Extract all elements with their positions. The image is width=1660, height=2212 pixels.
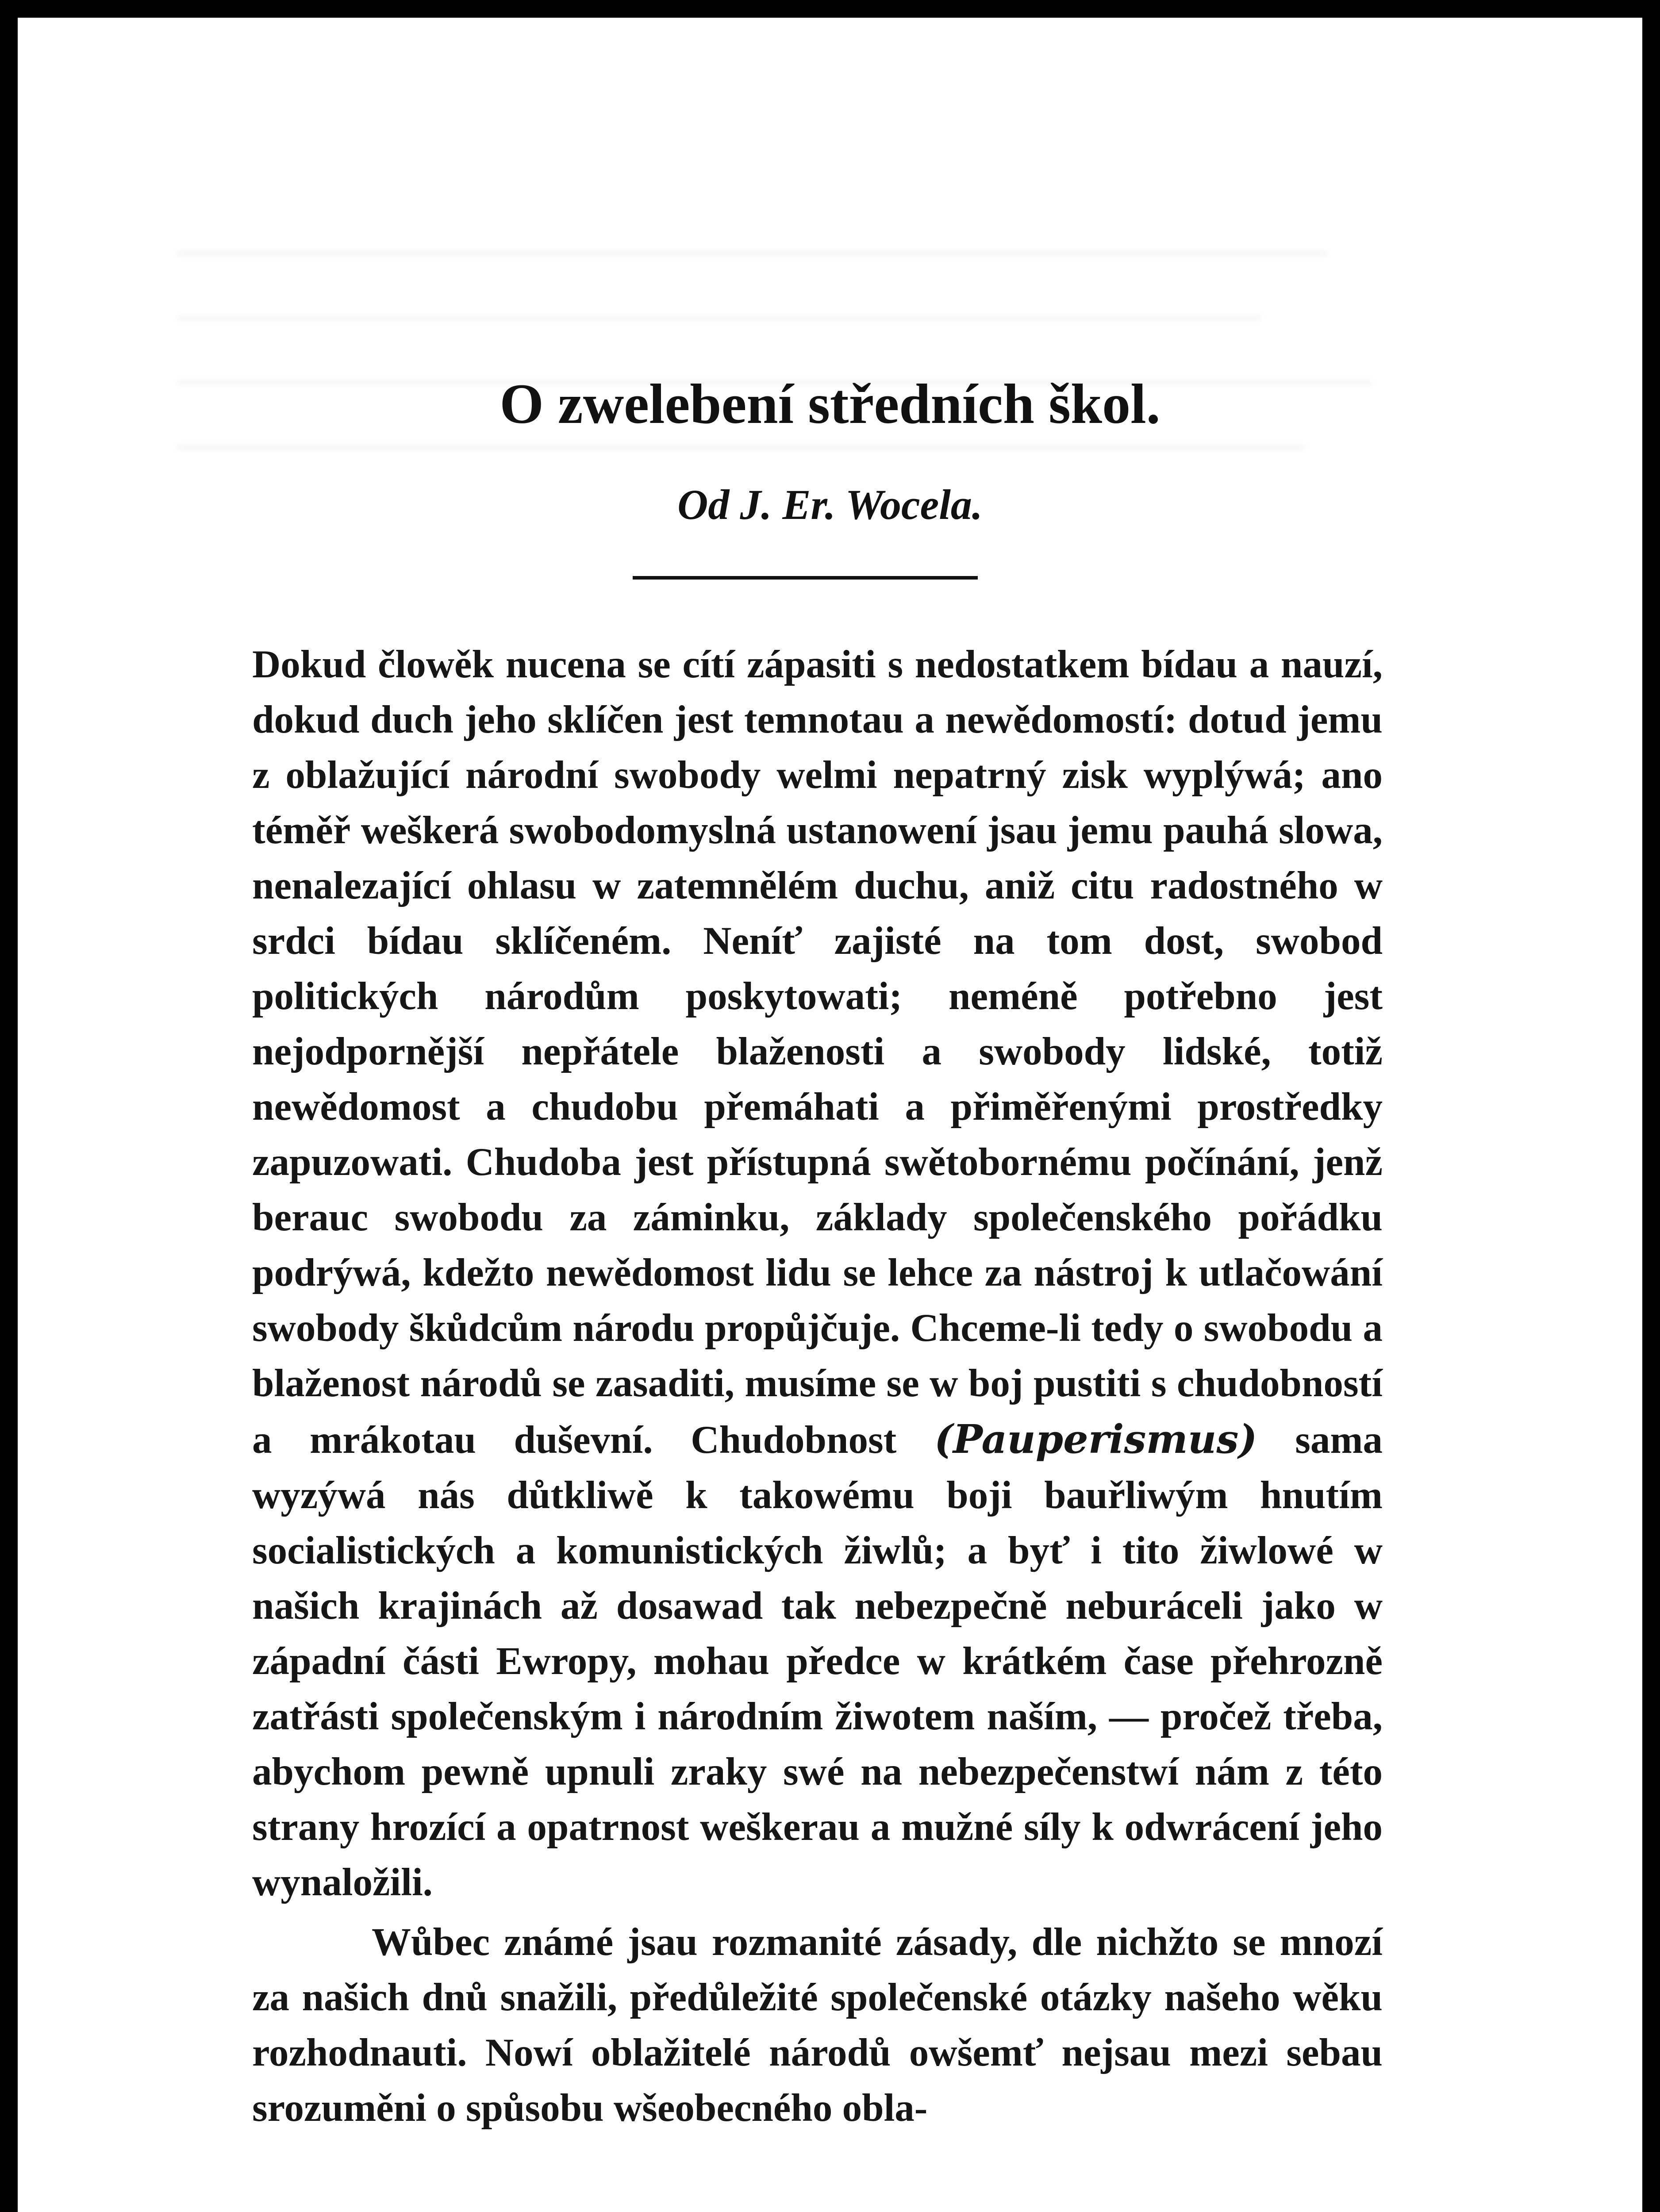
scanned-page	[18, 18, 1642, 2212]
paragraph-1-text-continued: sama wyzýwá nás důtkliwě k takowému boji bauřliwým hnutím socialistických a komunistických žiwlů; a byť i tito žiwlowé w našich krajinách až dosawad tak nebezpečně neburáceli jako w západní části Ewropy, mohau předce w krátkém čase přehrozně zatřásti společenským i národním žiwotem naším, — pročež třeba, abychom pewně upnuli zraky swé na nebezpečenstwí nám z této strany hrozící a opatrnost weškerau a mužné síly k odwrácení jeho wynaložili.	[252, 1418, 1383, 1904]
title-divider-rule	[633, 576, 978, 580]
article-author: Od J. Er. Wocela.	[677, 481, 983, 528]
article-body	[252, 637, 1383, 2140]
article-title: O zwelebení středních škol.	[500, 373, 1160, 435]
paragraph-1	[252, 637, 1383, 1910]
paragraph-1-text: Dokud člowěk nucena se cítí zápasiti s nedostatkem bídau a nauzí, dokud duch jeho sklíčen jest temnotau a newědomostí: dotud jemu z oblažující národní swobody welmi nepatrný zisk wyplýwá; ano téměř weškerá swobodomyslná ustanowení jsau jemu pauhá slowa, nenalezající ohlasu w zatemnělém duchu, aniž citu radostného w srdci bídau sklíčeném. Neníť zajisté na tom dost, swobod politických národům poskytowati; neméně potřebno jest nejodpornější nepřátele blaženosti a swobody lidské, totiž newědomost a chudobu přemáhati a přiměřenými prostředky zapuzowati. Chudoba jest přístupná swětobornému počínání, jenž berauc swobodu za záminku, základy společenského pořádku podrýwá, kdežto newědomost lidu se lehce za nástroj k utlačowání swobody škůdcům národu propůjčuje. Chceme-li tedy o swobodu a blaženost národů se zasaditi, musíme se w boj pustiti s chudobností a mrákotau duševní. Chudobnost	[252, 643, 1383, 1462]
paragraph-2: Wůbec známé jsau rozmanité zásady, dle nichžto se mnozí za našich dnů snažili, předůležité společenské otázky našeho wěku rozhodnauti. Nowí oblažitelé národů owšemť nejsau mezi sebau srozuměni o spůsobu wšeobecného obla-	[252, 1920, 1383, 2130]
paragraph-1-fraktur-term: (Pauperismus)	[934, 1416, 1257, 1462]
